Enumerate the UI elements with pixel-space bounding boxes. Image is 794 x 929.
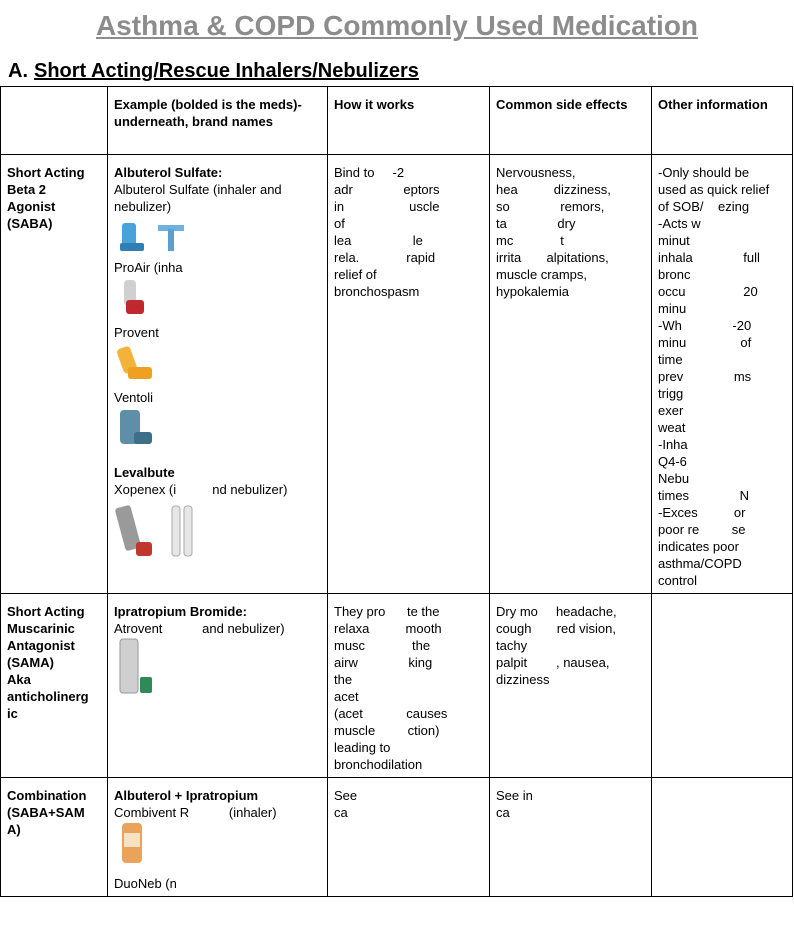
text-line: Nervousness, (496, 165, 576, 180)
class-line: (SABA) (7, 216, 53, 231)
drug-forms: Xopenex (i nd nebulizer) (114, 482, 288, 497)
text-line: lea le (334, 233, 423, 248)
text-line: cough red vision, (496, 621, 616, 636)
class-line: Short Acting (7, 604, 85, 619)
inhaler-red-image (114, 276, 154, 320)
text-line: dizziness (496, 672, 550, 687)
text-line: in uscle (334, 199, 440, 214)
text-line: relief of (334, 267, 377, 282)
text-line: airw king (334, 655, 433, 670)
text-line: exer (658, 403, 684, 418)
text-line: control (658, 573, 698, 588)
brand-name: DuoNeb (n (114, 876, 177, 891)
inhaler-teal-image (114, 406, 158, 450)
how-cell (328, 594, 490, 778)
text-line: ca (334, 805, 348, 820)
how-cell (328, 778, 490, 897)
class-line: A) (7, 822, 21, 837)
side-effects-cell (490, 778, 652, 897)
nebulizer-vials-image (162, 502, 206, 562)
text-line: hypokalemia (496, 284, 569, 299)
section-heading (8, 58, 419, 84)
text-line: leading to (334, 740, 391, 755)
inhaler-combivent-image (114, 821, 154, 871)
class-line: ic (7, 706, 18, 721)
text-line: used as quick relief (658, 182, 770, 197)
text-line: asthma/COPD (658, 556, 742, 571)
class-cell (1, 778, 108, 897)
text-line: They pro te the (334, 604, 440, 619)
text-line: -Only should be (658, 165, 750, 180)
header-side-effects: Common side effects (490, 87, 652, 155)
text-line: ta dry (496, 216, 576, 231)
class-line: (SAMA) (7, 655, 54, 670)
text-line: occu 20 (658, 284, 758, 299)
drug-forms: Combivent R (inhaler) (114, 805, 277, 820)
drug-name: Ipratropium Bromide: (114, 604, 247, 619)
example-cell (108, 155, 328, 594)
text-line: the (334, 672, 353, 687)
text-line: Bind to -2 (334, 165, 405, 180)
text-line: bronchospasm (334, 284, 420, 299)
inhaler-grey-image (114, 502, 158, 562)
text-line: musc the (334, 638, 431, 653)
inhaler-blue-image (114, 219, 150, 255)
text-line: (acet causes (334, 706, 448, 721)
text-line: rela. rapid (334, 250, 436, 265)
page-title: Asthma & COPD Commonly Used Medication (95, 10, 699, 41)
class-line: Agonist (7, 199, 56, 214)
text-line: relaxa mooth (334, 621, 442, 636)
text-line: Q4-6 (658, 454, 687, 469)
text-line: mc t (496, 233, 564, 248)
text-line: times N (658, 488, 750, 503)
text-line: prev ms (658, 369, 752, 384)
text-line: palpit , nausea, (496, 655, 610, 670)
text-line: tachy (496, 638, 528, 653)
text-line: poor re se (658, 522, 746, 537)
class-line: Beta 2 (7, 182, 47, 197)
class-line: Combination (7, 788, 87, 803)
other-info-cell (652, 594, 793, 778)
text-line: trigg (658, 386, 684, 401)
example-cell (108, 778, 328, 897)
text-line: minu (658, 301, 687, 316)
side-effects-cell (490, 155, 652, 594)
text-line: ca (496, 805, 510, 820)
levalbuterol-images (114, 502, 321, 562)
other-info-cell (652, 155, 793, 594)
section-title: Short Acting/Rescue Inhalers/Nebulizers (34, 60, 419, 82)
text-line: -Acts w (658, 216, 701, 231)
class-cell (1, 594, 108, 778)
text-line: minu of (658, 335, 752, 350)
text-line: inhala full (658, 250, 760, 265)
text-line: muscle cramps, (496, 267, 588, 282)
header-row (1, 87, 793, 155)
text-line: Dry mo headache, (496, 604, 617, 619)
text-line: time (658, 352, 683, 367)
drug-name: Levalbute (114, 465, 175, 480)
drug-name: Albuterol Sulfate: (114, 165, 223, 180)
other-info-cell (652, 778, 793, 897)
side-effects-cell (490, 594, 652, 778)
inhaler-images (114, 219, 321, 255)
text-line: irrita alpitations, (496, 250, 609, 265)
class-line: Antagonist (7, 638, 75, 653)
brand-name: ProAir (inha (114, 260, 183, 275)
table-row-combination (1, 778, 793, 897)
text-line: -Wh -20 (658, 318, 752, 333)
example-cell (108, 594, 328, 778)
text-line: weat (658, 420, 686, 435)
brand-name: Ventoli (114, 390, 154, 405)
text-line: minut (658, 233, 690, 248)
text-line: acet (334, 689, 359, 704)
inhaler-orange-image (114, 341, 158, 385)
text-line: adr eptors (334, 182, 440, 197)
class-line: anticholinerg (7, 689, 89, 704)
class-line: Muscarinic (7, 621, 75, 636)
header-other: Other information (652, 87, 793, 155)
text-line: -Exces or (658, 505, 746, 520)
text-line: hea dizziness, (496, 182, 611, 197)
text-line: bronc (658, 267, 691, 282)
medication-table (0, 86, 793, 897)
header-example: Example (bolded is the meds)- underneath, brand names (108, 87, 328, 155)
text-line: so remors, (496, 199, 605, 214)
text-line: Nebu (658, 471, 690, 486)
text-line: See in (496, 788, 533, 803)
drug-forms: Atrovent and nebulizer) (114, 621, 285, 636)
table-row-saba (1, 155, 793, 594)
class-cell (1, 155, 108, 594)
drug-forms: Albuterol Sulfate (inhaler and nebulizer) (114, 182, 286, 214)
text-line: See (334, 788, 358, 803)
text-line: indicates poor (658, 539, 739, 554)
header-how: How it works (328, 87, 490, 155)
nebulizer-blue-image (154, 219, 190, 255)
how-cell (328, 155, 490, 594)
text-line: muscle ction) (334, 723, 440, 738)
inhaler-atrovent-image (114, 637, 158, 699)
section-letter: A. (8, 60, 28, 82)
header-class (1, 87, 108, 155)
drug-name: Albuterol + Ipratropium (114, 788, 259, 803)
table-row-sama (1, 594, 793, 778)
text-line: of (334, 216, 345, 231)
brand-name: Provent (114, 325, 159, 340)
text-line: bronchodilation (334, 757, 423, 772)
text-line: of SOB/ ezing (658, 199, 750, 214)
class-line: Aka (7, 672, 31, 687)
text-line: -Inha (658, 437, 688, 452)
class-line: Short Acting (7, 165, 85, 180)
class-line: (SABA+SAM (7, 805, 85, 820)
